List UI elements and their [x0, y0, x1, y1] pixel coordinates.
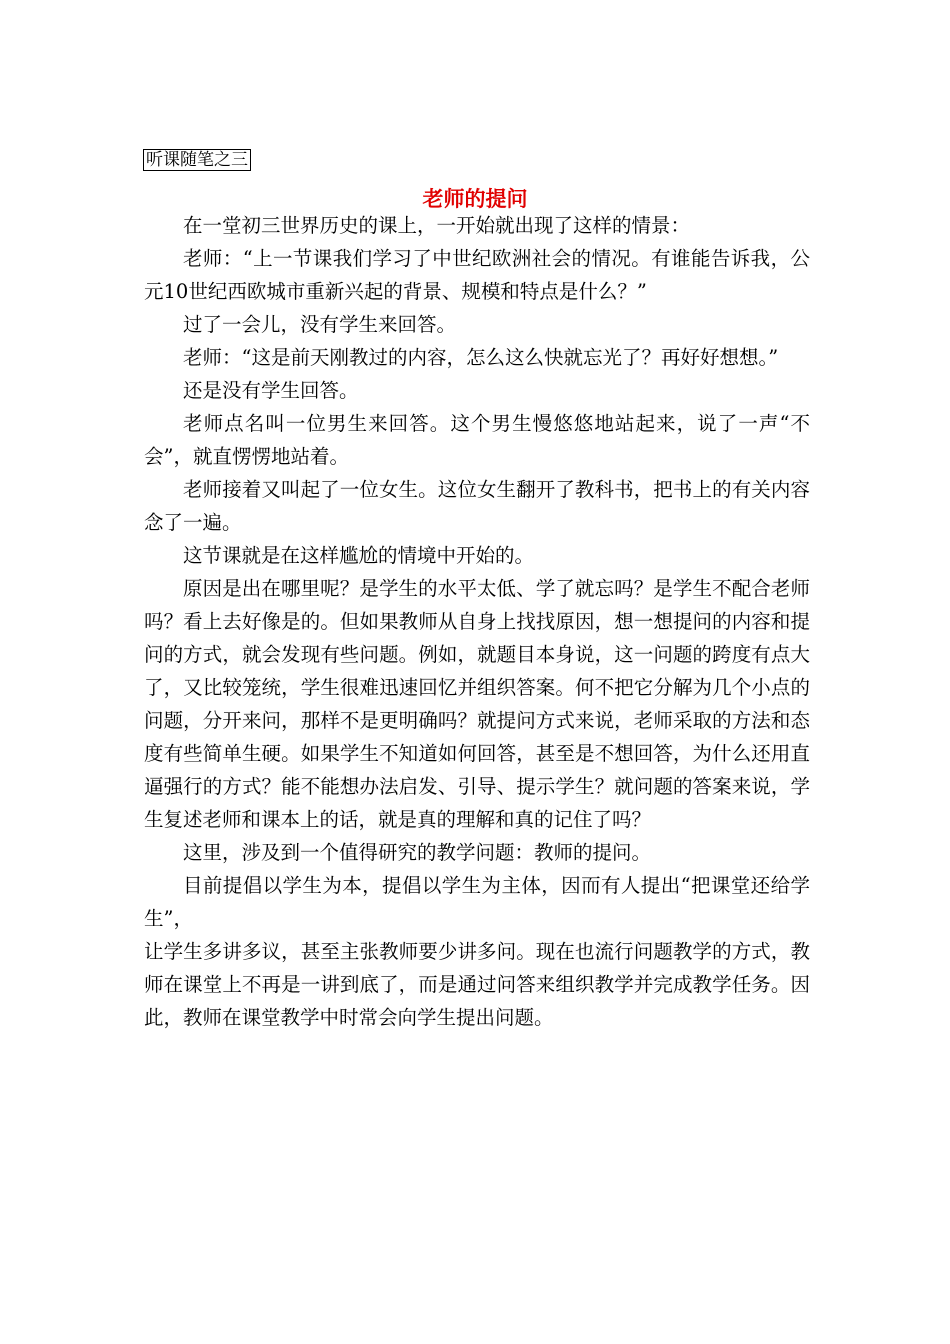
paragraph: 老师：“这是前天刚教过的内容，怎么这么快就忘光了？再好好想想。” [183, 346, 779, 369]
paragraph: 目前提倡以学生为本，提倡以学生为主体，因而有人提出“把课堂还给学生”， [144, 874, 810, 930]
paragraph: 在一堂初三世界历史的课上，一开始就出现了这样的情景： [183, 214, 691, 237]
paragraph: 老师点名叫一位男生来回答。这个男生慢悠悠地站起来，说了一声“不会”，就直愣愣地站着。 [144, 412, 810, 468]
paragraph: 让学生多讲多议，甚至主张教师要少讲多问。现在也流行问题教学的方式，教师在课堂上不再是一讲到底了，而是通过问答来组织教学并完成教学任务。因此，教师在课堂教学中时常会向学生提出问题。 [144, 940, 810, 1029]
paragraph: 老师：“上一节课我们学习了中世纪欧洲社会的情况。有谁能告诉我，公元10世纪西欧城市重新兴起的背景、规模和特点是什么？” [144, 247, 810, 303]
paragraph: 老师接着又叫起了一位女生。这位女生翻开了教科书，把书上的有关内容念了一遍。 [144, 478, 810, 534]
series-label: 听课随笔之三 [143, 149, 251, 171]
paragraph: 还是没有学生回答。 [183, 379, 359, 402]
article-body [144, 209, 810, 1034]
paragraph: 原因是出在哪里呢？是学生的水平太低、学了就忘吗？是学生不配合老师吗？看上去好像是的。但如果教师从自身上找找原因，想一想提问的内容和提问的方式，就会发现有些问题。例如，就题目本身说，这一问题的跨度有点大了，又比较笼统，学生很难迅速回忆并组织答案。何不把它分解为几个小点的问题，分开来问，那样不是更明确吗？就提问方式来说，老师采取的方法和态度有些简单生硬。如果学生不知道如何回答，甚至是不想回答，为什么还用直逼强行的方式？能不能想办法启发、引导、提示学生？就问题的答案来说，学生复述老师和课本上的话，就是真的理解和真的记住了吗？ [144, 577, 810, 831]
paragraph: 过了一会儿，没有学生来回答。 [183, 313, 457, 336]
article-title: 老师的提问 [422, 186, 528, 211]
paragraph: 这节课就是在这样尴尬的情境中开始的。 [183, 544, 535, 567]
paragraph: 这里，涉及到一个值得研究的教学问题：教师的提问。 [183, 841, 652, 864]
